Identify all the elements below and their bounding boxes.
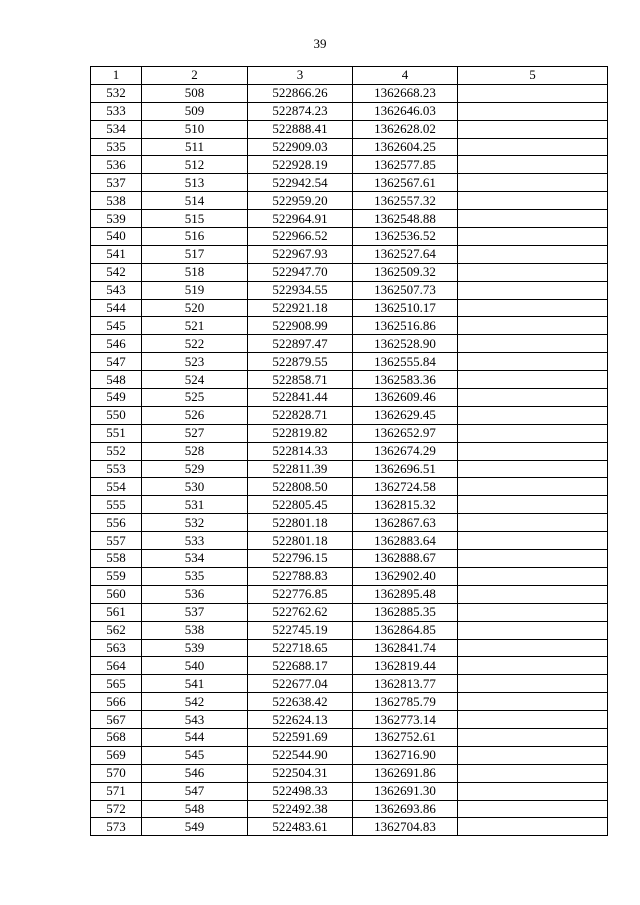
table-cell: 512	[142, 156, 248, 174]
table-cell: 508	[142, 84, 248, 102]
table-cell: 533	[91, 102, 142, 120]
table-cell: 1362629.45	[353, 406, 458, 424]
table-row	[91, 532, 608, 550]
table-row	[91, 460, 608, 478]
table-cell: 544	[142, 728, 248, 746]
table-cell: 1362674.29	[353, 442, 458, 460]
table-cell: 522959.20	[248, 192, 353, 210]
table-cell: 536	[91, 156, 142, 174]
table-cell: 1362693.86	[353, 800, 458, 818]
table-cell: 545	[142, 746, 248, 764]
table-cell: 1362752.61	[353, 728, 458, 746]
table-cell: 522718.65	[248, 639, 353, 657]
table-cell	[458, 442, 608, 460]
table-cell: 522591.69	[248, 728, 353, 746]
table-cell: 517	[142, 245, 248, 263]
table-row	[91, 514, 608, 532]
table-cell: 1362867.63	[353, 514, 458, 532]
table-cell: 522801.18	[248, 514, 353, 532]
table-cell: 522874.23	[248, 102, 353, 120]
table-row	[91, 550, 608, 568]
table-cell: 1362888.67	[353, 550, 458, 568]
table-cell	[458, 764, 608, 782]
table-cell: 1362724.58	[353, 478, 458, 496]
table-row	[91, 120, 608, 138]
table-cell	[458, 550, 608, 568]
table-cell	[458, 657, 608, 675]
table-cell: 1362883.64	[353, 532, 458, 550]
table-cell: 1362527.64	[353, 245, 458, 263]
table-cell: 544	[91, 299, 142, 317]
table-cell: 542	[142, 693, 248, 711]
table-cell: 522483.61	[248, 818, 353, 836]
table-body	[91, 84, 608, 835]
table-cell: 528	[142, 442, 248, 460]
table-cell: 538	[91, 192, 142, 210]
table-cell: 522828.71	[248, 406, 353, 424]
table-cell: 555	[91, 496, 142, 514]
table-cell	[458, 192, 608, 210]
table-cell: 522934.55	[248, 281, 353, 299]
table-row	[91, 478, 608, 496]
table-cell: 535	[91, 138, 142, 156]
table-cell: 532	[142, 514, 248, 532]
table-cell: 545	[91, 317, 142, 335]
table-row	[91, 138, 608, 156]
table-cell: 561	[91, 603, 142, 621]
table-row	[91, 263, 608, 281]
table-row	[91, 818, 608, 836]
table-cell: 537	[142, 603, 248, 621]
table-cell: 522888.41	[248, 120, 353, 138]
table-cell: 562	[91, 621, 142, 639]
table-cell: 548	[142, 800, 248, 818]
table-cell	[458, 728, 608, 746]
table-cell	[458, 693, 608, 711]
table-cell: 522819.82	[248, 424, 353, 442]
page-number: 39	[313, 36, 327, 51]
table-cell	[458, 299, 608, 317]
table-cell: 522492.38	[248, 800, 353, 818]
table-cell: 522498.33	[248, 782, 353, 800]
table-cell: 522967.93	[248, 245, 353, 263]
table-cell: 1362773.14	[353, 711, 458, 729]
table-row	[91, 424, 608, 442]
table-cell	[458, 532, 608, 550]
table-cell	[458, 245, 608, 263]
table-cell: 510	[142, 120, 248, 138]
table-cell: 559	[91, 567, 142, 585]
table-cell: 1362652.97	[353, 424, 458, 442]
table-cell: 522964.91	[248, 210, 353, 228]
table-cell: 571	[91, 782, 142, 800]
table-cell: 1362691.30	[353, 782, 458, 800]
table-row	[91, 245, 608, 263]
coordinates-table	[90, 66, 608, 836]
table-cell: 514	[142, 192, 248, 210]
table-cell: 1362516.86	[353, 317, 458, 335]
table-cell: 522688.17	[248, 657, 353, 675]
table-cell: 551	[91, 424, 142, 442]
table-cell	[458, 585, 608, 603]
table-cell: 522762.62	[248, 603, 353, 621]
table-row	[91, 228, 608, 246]
table-cell	[458, 782, 608, 800]
table-cell	[458, 478, 608, 496]
table-cell	[458, 711, 608, 729]
table-cell: 515	[142, 210, 248, 228]
table-row	[91, 800, 608, 818]
table-cell	[458, 228, 608, 246]
table-cell: 1362536.52	[353, 228, 458, 246]
table-cell: 547	[142, 782, 248, 800]
table-cell: 513	[142, 174, 248, 192]
table-row	[91, 353, 608, 371]
table-cell: 552	[91, 442, 142, 460]
table-cell: 1362785.79	[353, 693, 458, 711]
table-cell: 538	[142, 621, 248, 639]
table-cell: 522811.39	[248, 460, 353, 478]
table-cell	[458, 800, 608, 818]
table-cell: 1362691.86	[353, 764, 458, 782]
table-row	[91, 567, 608, 585]
table-cell: 539	[91, 210, 142, 228]
table-row	[91, 639, 608, 657]
table-cell: 568	[91, 728, 142, 746]
table-cell	[458, 120, 608, 138]
table-cell: 522801.18	[248, 532, 353, 550]
table-cell: 522677.04	[248, 675, 353, 693]
table-cell: 1362557.32	[353, 192, 458, 210]
table-cell: 522544.90	[248, 746, 353, 764]
table-cell	[458, 424, 608, 442]
table-row	[91, 621, 608, 639]
table-cell	[458, 84, 608, 102]
table-cell	[458, 818, 608, 836]
table-cell: 522805.45	[248, 496, 353, 514]
table-cell: 531	[142, 496, 248, 514]
header-cell: 2	[142, 67, 248, 85]
table-cell: 543	[142, 711, 248, 729]
table-cell	[458, 174, 608, 192]
table-row	[91, 156, 608, 174]
table-row	[91, 317, 608, 335]
table-cell: 509	[142, 102, 248, 120]
table-row	[91, 603, 608, 621]
table-row	[91, 764, 608, 782]
table-cell: 1362902.40	[353, 567, 458, 585]
table-cell	[458, 389, 608, 407]
table-cell: 522966.52	[248, 228, 353, 246]
table-cell: 1362509.32	[353, 263, 458, 281]
table-cell	[458, 567, 608, 585]
table-cell: 532	[91, 84, 142, 102]
table-cell: 522921.18	[248, 299, 353, 317]
table-cell: 522942.54	[248, 174, 353, 192]
table-cell: 565	[91, 675, 142, 693]
table-row	[91, 210, 608, 228]
table-cell: 522504.31	[248, 764, 353, 782]
table-cell: 542	[91, 263, 142, 281]
table-cell: 543	[91, 281, 142, 299]
table-row	[91, 84, 608, 102]
header-cell: 3	[248, 67, 353, 85]
table-cell: 550	[91, 406, 142, 424]
table-cell: 511	[142, 138, 248, 156]
table-cell	[458, 138, 608, 156]
table-cell: 546	[91, 335, 142, 353]
table-cell	[458, 514, 608, 532]
header-cell: 5	[458, 67, 608, 85]
table-cell: 563	[91, 639, 142, 657]
table-cell	[458, 675, 608, 693]
table-cell: 522928.19	[248, 156, 353, 174]
table-cell: 522638.42	[248, 693, 353, 711]
table-cell: 535	[142, 567, 248, 585]
table-row	[91, 406, 608, 424]
table-cell: 1362555.84	[353, 353, 458, 371]
table-cell: 522	[142, 335, 248, 353]
table-cell: 522776.85	[248, 585, 353, 603]
table-cell: 1362716.90	[353, 746, 458, 764]
table-cell: 554	[91, 478, 142, 496]
table-cell: 516	[142, 228, 248, 246]
table-row	[91, 371, 608, 389]
table-cell: 539	[142, 639, 248, 657]
table-row	[91, 728, 608, 746]
table-cell: 540	[91, 228, 142, 246]
table-cell: 566	[91, 693, 142, 711]
table-cell: 522908.99	[248, 317, 353, 335]
table-cell: 558	[91, 550, 142, 568]
table-cell: 522897.47	[248, 335, 353, 353]
table-cell: 533	[142, 532, 248, 550]
table-cell	[458, 406, 608, 424]
table-cell: 522624.13	[248, 711, 353, 729]
table-cell	[458, 460, 608, 478]
table-cell	[458, 210, 608, 228]
table-cell: 1362819.44	[353, 657, 458, 675]
table-cell: 1362528.90	[353, 335, 458, 353]
table-cell: 1362696.51	[353, 460, 458, 478]
table-cell: 523	[142, 353, 248, 371]
table-cell: 522796.15	[248, 550, 353, 568]
table-cell: 529	[142, 460, 248, 478]
table-row	[91, 335, 608, 353]
table-cell: 549	[91, 389, 142, 407]
table-cell: 560	[91, 585, 142, 603]
table-row	[91, 496, 608, 514]
table-cell	[458, 156, 608, 174]
table-cell: 567	[91, 711, 142, 729]
table-row	[91, 746, 608, 764]
table-cell: 534	[91, 120, 142, 138]
table-cell: 549	[142, 818, 248, 836]
table-cell: 1362507.73	[353, 281, 458, 299]
table-cell: 556	[91, 514, 142, 532]
table-row	[91, 782, 608, 800]
table-cell: 1362668.23	[353, 84, 458, 102]
table-cell: 522841.44	[248, 389, 353, 407]
table-cell: 572	[91, 800, 142, 818]
table-cell: 522814.33	[248, 442, 353, 460]
table-cell: 541	[142, 675, 248, 693]
table-cell: 1362815.32	[353, 496, 458, 514]
table-row	[91, 281, 608, 299]
table-cell: 1362895.48	[353, 585, 458, 603]
table-row	[91, 442, 608, 460]
table-header	[91, 67, 608, 85]
table-cell	[458, 603, 608, 621]
table-cell: 522858.71	[248, 371, 353, 389]
table-cell	[458, 639, 608, 657]
table-cell: 557	[91, 532, 142, 550]
table-cell: 1362864.85	[353, 621, 458, 639]
table-row	[91, 693, 608, 711]
table-cell: 518	[142, 263, 248, 281]
table-row	[91, 585, 608, 603]
table-cell	[458, 102, 608, 120]
table-cell: 1362583.36	[353, 371, 458, 389]
table-cell: 1362604.25	[353, 138, 458, 156]
table-cell: 570	[91, 764, 142, 782]
header-row	[91, 67, 608, 85]
table-cell: 519	[142, 281, 248, 299]
table-cell: 1362548.88	[353, 210, 458, 228]
table-cell	[458, 371, 608, 389]
table-cell	[458, 263, 608, 281]
table-cell: 540	[142, 657, 248, 675]
table-cell: 521	[142, 317, 248, 335]
table-row	[91, 174, 608, 192]
table-cell: 1362567.61	[353, 174, 458, 192]
table-cell: 564	[91, 657, 142, 675]
table-cell: 573	[91, 818, 142, 836]
table-row	[91, 389, 608, 407]
table-cell: 525	[142, 389, 248, 407]
table-cell: 547	[91, 353, 142, 371]
table-cell: 526	[142, 406, 248, 424]
table-cell: 569	[91, 746, 142, 764]
table-cell	[458, 496, 608, 514]
table-row	[91, 299, 608, 317]
table-cell: 1362704.83	[353, 818, 458, 836]
table-row	[91, 192, 608, 210]
table-cell: 1362628.02	[353, 120, 458, 138]
table-cell: 537	[91, 174, 142, 192]
table-cell: 522947.70	[248, 263, 353, 281]
table-cell	[458, 621, 608, 639]
header-cell: 1	[91, 67, 142, 85]
table-cell: 553	[91, 460, 142, 478]
table-cell: 522788.83	[248, 567, 353, 585]
table-cell: 1362813.77	[353, 675, 458, 693]
table-cell: 541	[91, 245, 142, 263]
table-cell: 534	[142, 550, 248, 568]
table-cell: 527	[142, 424, 248, 442]
table-cell: 522866.26	[248, 84, 353, 102]
table-cell	[458, 317, 608, 335]
table-cell: 546	[142, 764, 248, 782]
header-cell: 4	[353, 67, 458, 85]
table-cell: 1362885.35	[353, 603, 458, 621]
table-row	[91, 711, 608, 729]
table-cell: 524	[142, 371, 248, 389]
table-cell: 522879.55	[248, 353, 353, 371]
table-row	[91, 657, 608, 675]
table-cell	[458, 335, 608, 353]
table-cell: 1362577.85	[353, 156, 458, 174]
table-cell: 522808.50	[248, 478, 353, 496]
table-cell: 530	[142, 478, 248, 496]
table-cell: 1362510.17	[353, 299, 458, 317]
table-cell: 548	[91, 371, 142, 389]
table-cell: 1362841.74	[353, 639, 458, 657]
table-cell	[458, 281, 608, 299]
table-cell: 1362609.46	[353, 389, 458, 407]
table-cell	[458, 746, 608, 764]
table-cell	[458, 353, 608, 371]
table-cell: 522745.19	[248, 621, 353, 639]
table-cell: 520	[142, 299, 248, 317]
table-cell: 522909.03	[248, 138, 353, 156]
table-cell: 1362646.03	[353, 102, 458, 120]
table-row	[91, 102, 608, 120]
table-row	[91, 675, 608, 693]
table-cell: 536	[142, 585, 248, 603]
